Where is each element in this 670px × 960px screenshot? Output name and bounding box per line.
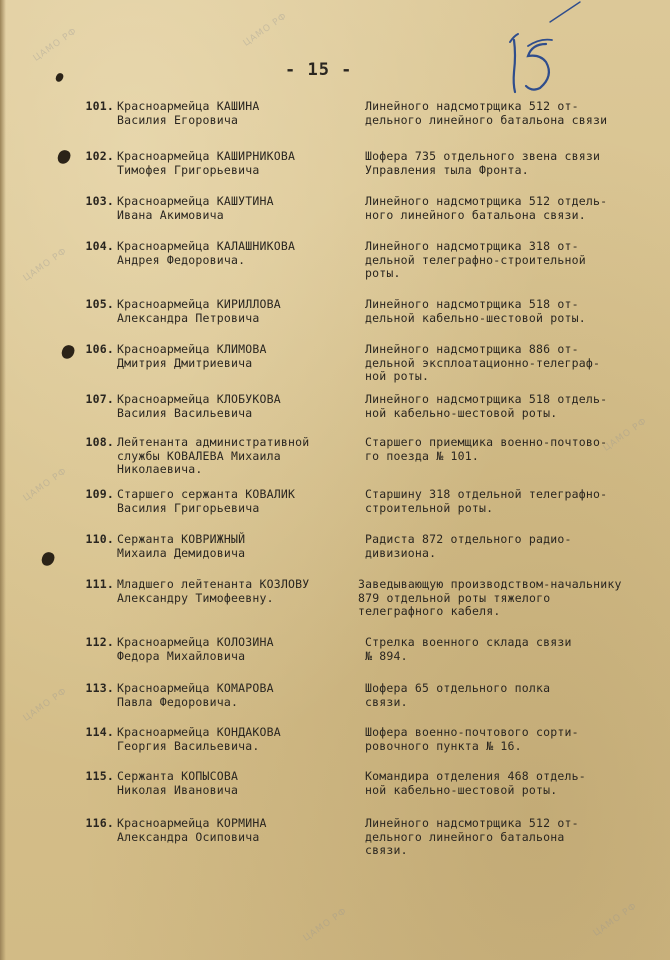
- entry-name-line: Ивана Акимовича: [117, 207, 224, 222]
- archive-watermark: ЦАМО РФ: [31, 26, 80, 64]
- entry-name-line: Александра Петровича: [117, 310, 260, 325]
- entry-rank-name: [117, 240, 362, 267]
- entry-position-line: № 894.: [365, 648, 408, 663]
- entry-name-line: Тимофея Григорьевича: [117, 162, 260, 177]
- entry-position: [365, 298, 665, 325]
- entry-position-line: Линейного надсмотрщика 512 от-: [365, 816, 579, 830]
- page-number: - 15 -: [285, 60, 353, 80]
- entry-name-line: Лейтенанта административной: [117, 435, 310, 449]
- entry-number: 103.: [85, 194, 114, 208]
- entry-position: [358, 578, 658, 619]
- entry-number: 116.: [85, 816, 114, 830]
- entry-number: 113.: [85, 681, 114, 695]
- binder-hole-mark: [55, 72, 65, 83]
- entry-position-line: дельного линейного батальона: [365, 829, 565, 844]
- entry-position-line: го поезда № 101.: [365, 448, 479, 463]
- archive-watermark: ЦАМО РФ: [21, 246, 70, 284]
- entry-rank-name: [117, 770, 362, 797]
- entry-rank-name: [117, 343, 362, 370]
- entry-position-line: связи.: [365, 843, 408, 857]
- entry-position: [365, 636, 665, 663]
- entry-name-line: службы КОВАЛЕВА Михаила: [117, 448, 281, 463]
- entry-name-line: Красноармейца КАЛАШНИКОВА: [117, 239, 296, 253]
- entry-rank-name: [117, 195, 362, 222]
- entry-name-line: Василия Егоровича: [117, 112, 239, 127]
- entry-name-line: Красноармейца КАШУТИНА: [117, 194, 274, 208]
- entry-name-line: Николая Ивановича: [117, 782, 239, 797]
- entry-rank-name: [117, 578, 362, 605]
- entry-name-line: Василия Григорьевича: [117, 500, 260, 515]
- entry-number: 115.: [85, 769, 114, 783]
- entry-name-line: Красноармейца КЛОБУКОВА: [117, 392, 281, 406]
- entry-position-line: Стрелка военного склада связи: [365, 635, 572, 649]
- entry-position: [365, 533, 665, 560]
- entry-rank-name: [117, 298, 362, 325]
- binder-hole-mark: [40, 550, 56, 567]
- archive-watermark: ЦАМО РФ: [21, 686, 70, 724]
- entry-position-line: строительной роты.: [365, 500, 494, 515]
- entry-name-line: Красноармейца КАШИНА: [117, 99, 260, 113]
- entry-name-line: Сержанта КОВРИЖНЫЙ: [117, 532, 246, 546]
- entry-number: 112.: [85, 635, 114, 649]
- entry-position-line: Старшего приемщика военно-почтово-: [365, 435, 608, 449]
- entry-position: [365, 100, 665, 127]
- entry-position-line: дельной эксплоатационно-телеграф-: [365, 355, 601, 370]
- entry-position-line: Управления тыла Фронта.: [365, 162, 529, 177]
- entry-position-line: Старшину 318 отдельной телеграфно-: [365, 487, 608, 501]
- entry-name-line: Александра Осиповича: [117, 829, 260, 844]
- entry-position-line: Радиста 872 отдельного радио-: [365, 532, 572, 546]
- entry-rank-name: [117, 533, 362, 560]
- entry-position-line: Линейного надсмотрщика 518 от-: [365, 297, 579, 311]
- entry-position: [365, 436, 665, 463]
- entry-position-line: ной кабельно-шестовой роты.: [365, 405, 558, 420]
- entry-number: 111.: [85, 577, 114, 591]
- entry-number: 102.: [85, 149, 114, 163]
- archive-watermark: ЦАМО РФ: [601, 416, 650, 454]
- entry-position-line: Линейного надсмотрщика 512 отдель-: [365, 194, 608, 208]
- entry-position-line: дельного линейного батальона связи: [365, 112, 608, 127]
- entry-rank-name: [117, 436, 362, 477]
- entry-number: 110.: [85, 532, 114, 546]
- entry-position-line: ной кабельно-шестовой роты.: [365, 782, 558, 797]
- entry-position-line: ровочного пункта № 16.: [365, 738, 522, 753]
- entry-position-line: Линейного надсмотрщика 518 отдель-: [365, 392, 608, 406]
- entry-position-line: связи.: [365, 694, 408, 709]
- entry-position: [365, 770, 665, 797]
- entry-rank-name: [117, 150, 362, 177]
- entry-number: 108.: [85, 435, 114, 449]
- archive-watermark: ЦАМО РФ: [591, 901, 640, 939]
- archive-watermark: ЦАМО РФ: [21, 466, 70, 504]
- entry-name-line: Федора Михайловича: [117, 648, 246, 663]
- entry-name-line: Красноармейца КОЛОЗИНА: [117, 635, 274, 649]
- entry-position: [365, 343, 665, 384]
- entry-number: 109.: [85, 487, 114, 501]
- entry-position-line: Шофера военно-почтового сорти-: [365, 725, 579, 739]
- entry-name-line: Красноармейца КОМАРОВА: [117, 681, 274, 695]
- entry-position-line: ного линейного батальона связи.: [365, 207, 586, 222]
- entry-position-line: Шофера 65 отдельного полка: [365, 681, 551, 695]
- entry-position-line: Линейного надсмотрщика 318 от-: [365, 239, 579, 253]
- entry-name-line: Андрея Федоровича.: [117, 252, 246, 267]
- entry-position-line: дельной кабельно-шестовой роты.: [365, 310, 586, 325]
- entry-number: 114.: [85, 725, 114, 739]
- entry-number: 104.: [85, 239, 114, 253]
- entry-rank-name: [117, 682, 362, 709]
- entry-position: [365, 150, 665, 177]
- entry-name-line: Младшего лейтенанта КОЗЛОВУ: [117, 577, 310, 591]
- entry-position-line: дельной телеграфно-строительной: [365, 252, 586, 267]
- entry-name-line: Георгия Васильевича.: [117, 738, 260, 753]
- entry-position-line: телеграфного кабеля.: [358, 604, 501, 618]
- entry-position-line: Шофера 735 отдельного звена связи: [365, 149, 601, 163]
- entry-name-line: Михаила Демидовича: [117, 545, 246, 560]
- entry-position: [365, 488, 665, 515]
- entry-position: [365, 817, 665, 858]
- entry-position: [365, 195, 665, 222]
- entry-name-line: Дмитрия Дмитриевича: [117, 355, 253, 370]
- entry-number: 105.: [85, 297, 114, 311]
- entry-position-line: 879 отдельной роты тяжелого: [358, 590, 551, 605]
- entry-position-line: ной роты.: [365, 369, 430, 383]
- entry-name-line: Старшего сержанта КОВАЛИК: [117, 487, 296, 501]
- archive-watermark: ЦАМО РФ: [301, 906, 350, 944]
- entry-position-line: Заведывающую производством-начальнику: [358, 577, 622, 591]
- entry-name-line: Сержанта КОПЫСОВА: [117, 769, 239, 783]
- entry-position-line: Линейного надсмотрщика 512 от-: [365, 99, 579, 113]
- entry-position-line: дивизиона.: [365, 545, 437, 560]
- entry-position: [365, 240, 665, 281]
- entry-name-line: Красноармейца КОРМИНА: [117, 816, 267, 830]
- entry-number: 106.: [85, 342, 114, 356]
- entry-number: 101.: [85, 99, 114, 113]
- entry-name-line: Красноармейца КОНДАКОВА: [117, 725, 281, 739]
- entry-name-line: Александру Тимофеевну.: [117, 590, 274, 605]
- entry-position: [365, 393, 665, 420]
- entry-name-line: Василия Васильевича: [117, 405, 253, 420]
- entry-position-line: Командира отделения 468 отдель-: [365, 769, 586, 783]
- entry-rank-name: [117, 636, 362, 663]
- binder-hole-mark: [56, 148, 72, 165]
- entry-rank-name: [117, 726, 362, 753]
- entry-name-line: Красноармейца КИРИЛЛОВА: [117, 297, 281, 311]
- entry-number: 107.: [85, 392, 114, 406]
- entry-name-line: Николаевича.: [117, 462, 203, 476]
- entry-name-line: Красноармейца КЛИМОВА: [117, 342, 267, 356]
- entry-rank-name: [117, 100, 362, 127]
- archive-watermark: ЦАМО РФ: [241, 11, 290, 49]
- binder-hole-mark: [60, 343, 76, 360]
- entry-rank-name: [117, 488, 362, 515]
- entry-rank-name: [117, 817, 362, 844]
- entry-position-line: Линейного надсмотрщика 886 от-: [365, 342, 579, 356]
- entry-position: [365, 726, 665, 753]
- handwritten-page-number: [500, 0, 600, 110]
- entry-rank-name: [117, 393, 362, 420]
- entry-name-line: Павла Федоровича.: [117, 694, 239, 709]
- entry-position: [365, 682, 665, 709]
- entry-name-line: Красноармейца КАШИРНИКОВА: [117, 149, 296, 163]
- page-edge-shadow: [0, 0, 6, 960]
- entry-position-line: роты.: [365, 266, 401, 280]
